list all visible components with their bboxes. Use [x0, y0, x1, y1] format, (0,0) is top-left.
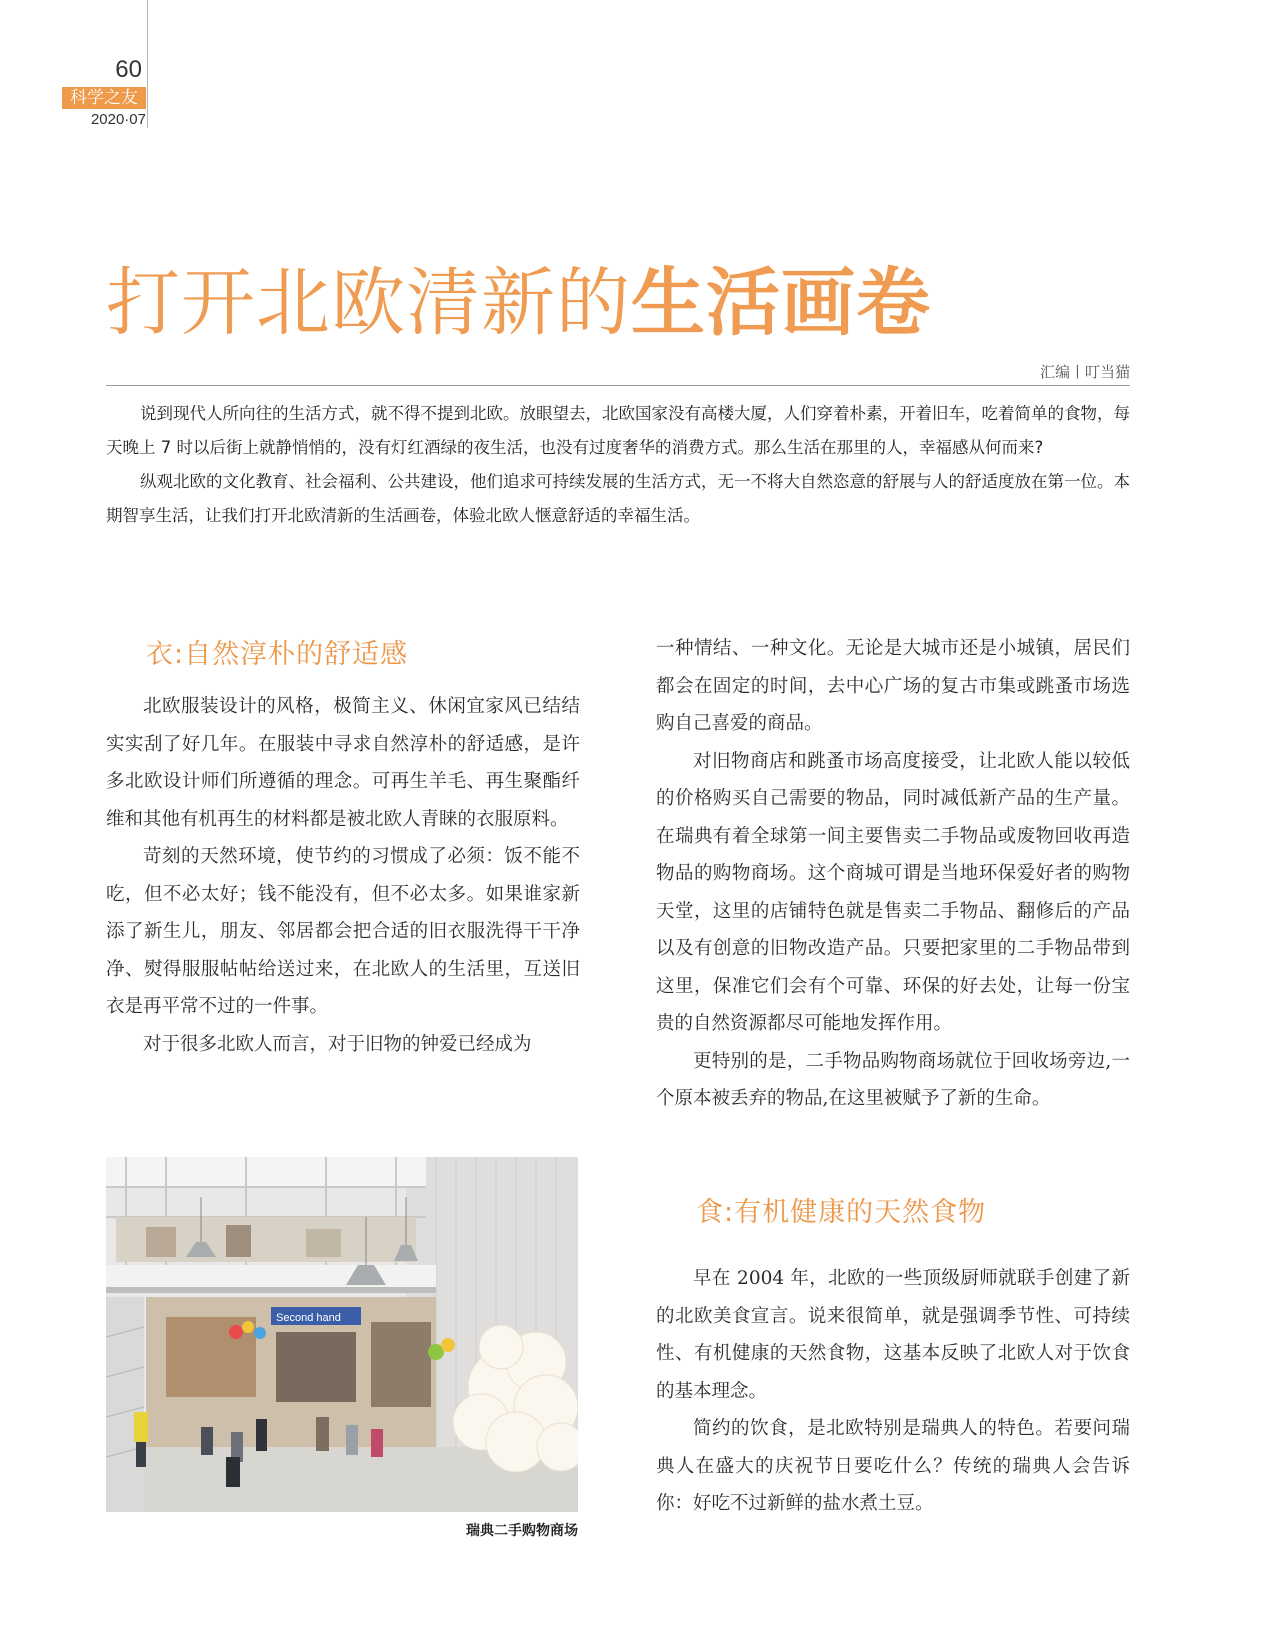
page-number: 60	[115, 56, 142, 83]
body-paragraph: 北欧服装设计的风格，极简主义、休闲宜家风已结结实实刮了好几年。在服装中寻求自然淳朴的舒适感，是许多北欧设计师们所遵循的理念。可再生羊毛、再生聚酯纤维和其他有机再生的材料都是被北欧人青睐的衣服原料。	[106, 696, 580, 830]
article-title	[106, 258, 931, 348]
body-paragraph: 更特别的是，二手物品购物商场就位于回收场旁边,一个原本被丢弃的物品,在这里被赋予了新的生命。	[656, 1050, 1130, 1109]
photo-caption: 瑞典二手购物商场	[466, 1523, 578, 1539]
photo-illustration	[106, 1157, 578, 1512]
section-heading-clothing: 衣:自然淳朴的舒适感	[146, 639, 409, 670]
intro-block	[106, 397, 1130, 533]
left-column	[106, 688, 580, 1063]
body-paragraph: 苛刻的天然环境，使节约的习惯成了必须：饭不能不吃，但不必太好；钱不能没有，但不必太多。如果谁家新添了新生儿，朋友、邻居都会把合适的旧衣服洗得干干净净、熨得服服帖帖给送过来，在北欧人的生活里，互送旧衣是再平常不过的一件事。	[106, 846, 580, 1017]
header-divider-line	[147, 0, 148, 128]
section-heading-food: 食:有机健康的天然食物	[696, 1197, 987, 1228]
article-title-bold: 生活画卷	[631, 260, 931, 346]
store-sign-text: Second hand	[276, 1312, 341, 1324]
intro-paragraph: 说到现代人所向往的生活方式，就不得不提到北欧。放眼望去，北欧国家没有高楼大厦，人们穿着朴素，开着旧车，吃着简单的食物，每天晚上 7 时以后街上就静悄悄的，没有灯红酒绿的夜生活，也没有过度奢华的消费方式。那么生活在那里的人，幸福感从何而来?	[106, 404, 1130, 457]
issue-date: 2020·07	[90, 111, 146, 128]
body-paragraph: 一种情结、一种文化。无论是大城市还是小城镇，居民们都会在固定的时间，去中心广场的复古市集或跳蚤市场选购自己喜爱的商品。	[656, 638, 1130, 734]
right-column-top	[656, 630, 1130, 1118]
intro-paragraph: 纵观北欧的文化教育、社会福利、公共建设，他们追求可持续发展的生活方式，无一不将大自然恣意的舒展与人的舒适度放在第一位。本期智享生活，让我们打开北欧清新的生活画卷，体验北欧人惬意舒适的幸福生活。	[106, 472, 1130, 525]
byline: 汇编丨叮当猫	[1039, 363, 1130, 381]
body-paragraph: 对旧物商店和跳蚤市场高度接受，让北欧人能以较低的价格购买自己需要的物品，同时减低新产品的生产量。在瑞典有着全球第一间主要售卖二手物品或废物回收再造物品的购物商场。这个商城可谓是当地环保爱好者的购物天堂，这里的店铺特色就是售卖二手物品、翻修后的产品以及有创意的旧物改造产品。只要把家里的二手物品带到这里，保准它们会有个可靠、环保的好去处，让每一份宝贵的自然资源都尽可能地发挥作用。	[656, 750, 1130, 1034]
body-paragraph: 早在 2004 年，北欧的一些顶级厨师就联手创建了新的北欧美食宣言。说来很简单，就是强调季节性、可持续性、有机健康的天然食物，这基本反映了北欧人对于饮食的基本理念。	[656, 1268, 1130, 1402]
article-title-light: 打开北欧清新的	[106, 260, 631, 346]
magazine-name-badge: 科学之友	[62, 87, 146, 109]
body-paragraph: 简约的饮食，是北欧特别是瑞典人的特色。若要问瑞典人在盛大的庆祝节日要吃什么？传统的瑞典人会告诉你：好吃不过新鲜的盐水煮土豆。	[656, 1418, 1130, 1514]
title-rule	[106, 385, 1130, 386]
body-paragraph: 对于很多北欧人而言，对于旧物的钟爱已经成为	[143, 1033, 532, 1055]
right-column-bottom	[656, 1260, 1130, 1523]
photo-secondhand-mall	[106, 1157, 578, 1512]
